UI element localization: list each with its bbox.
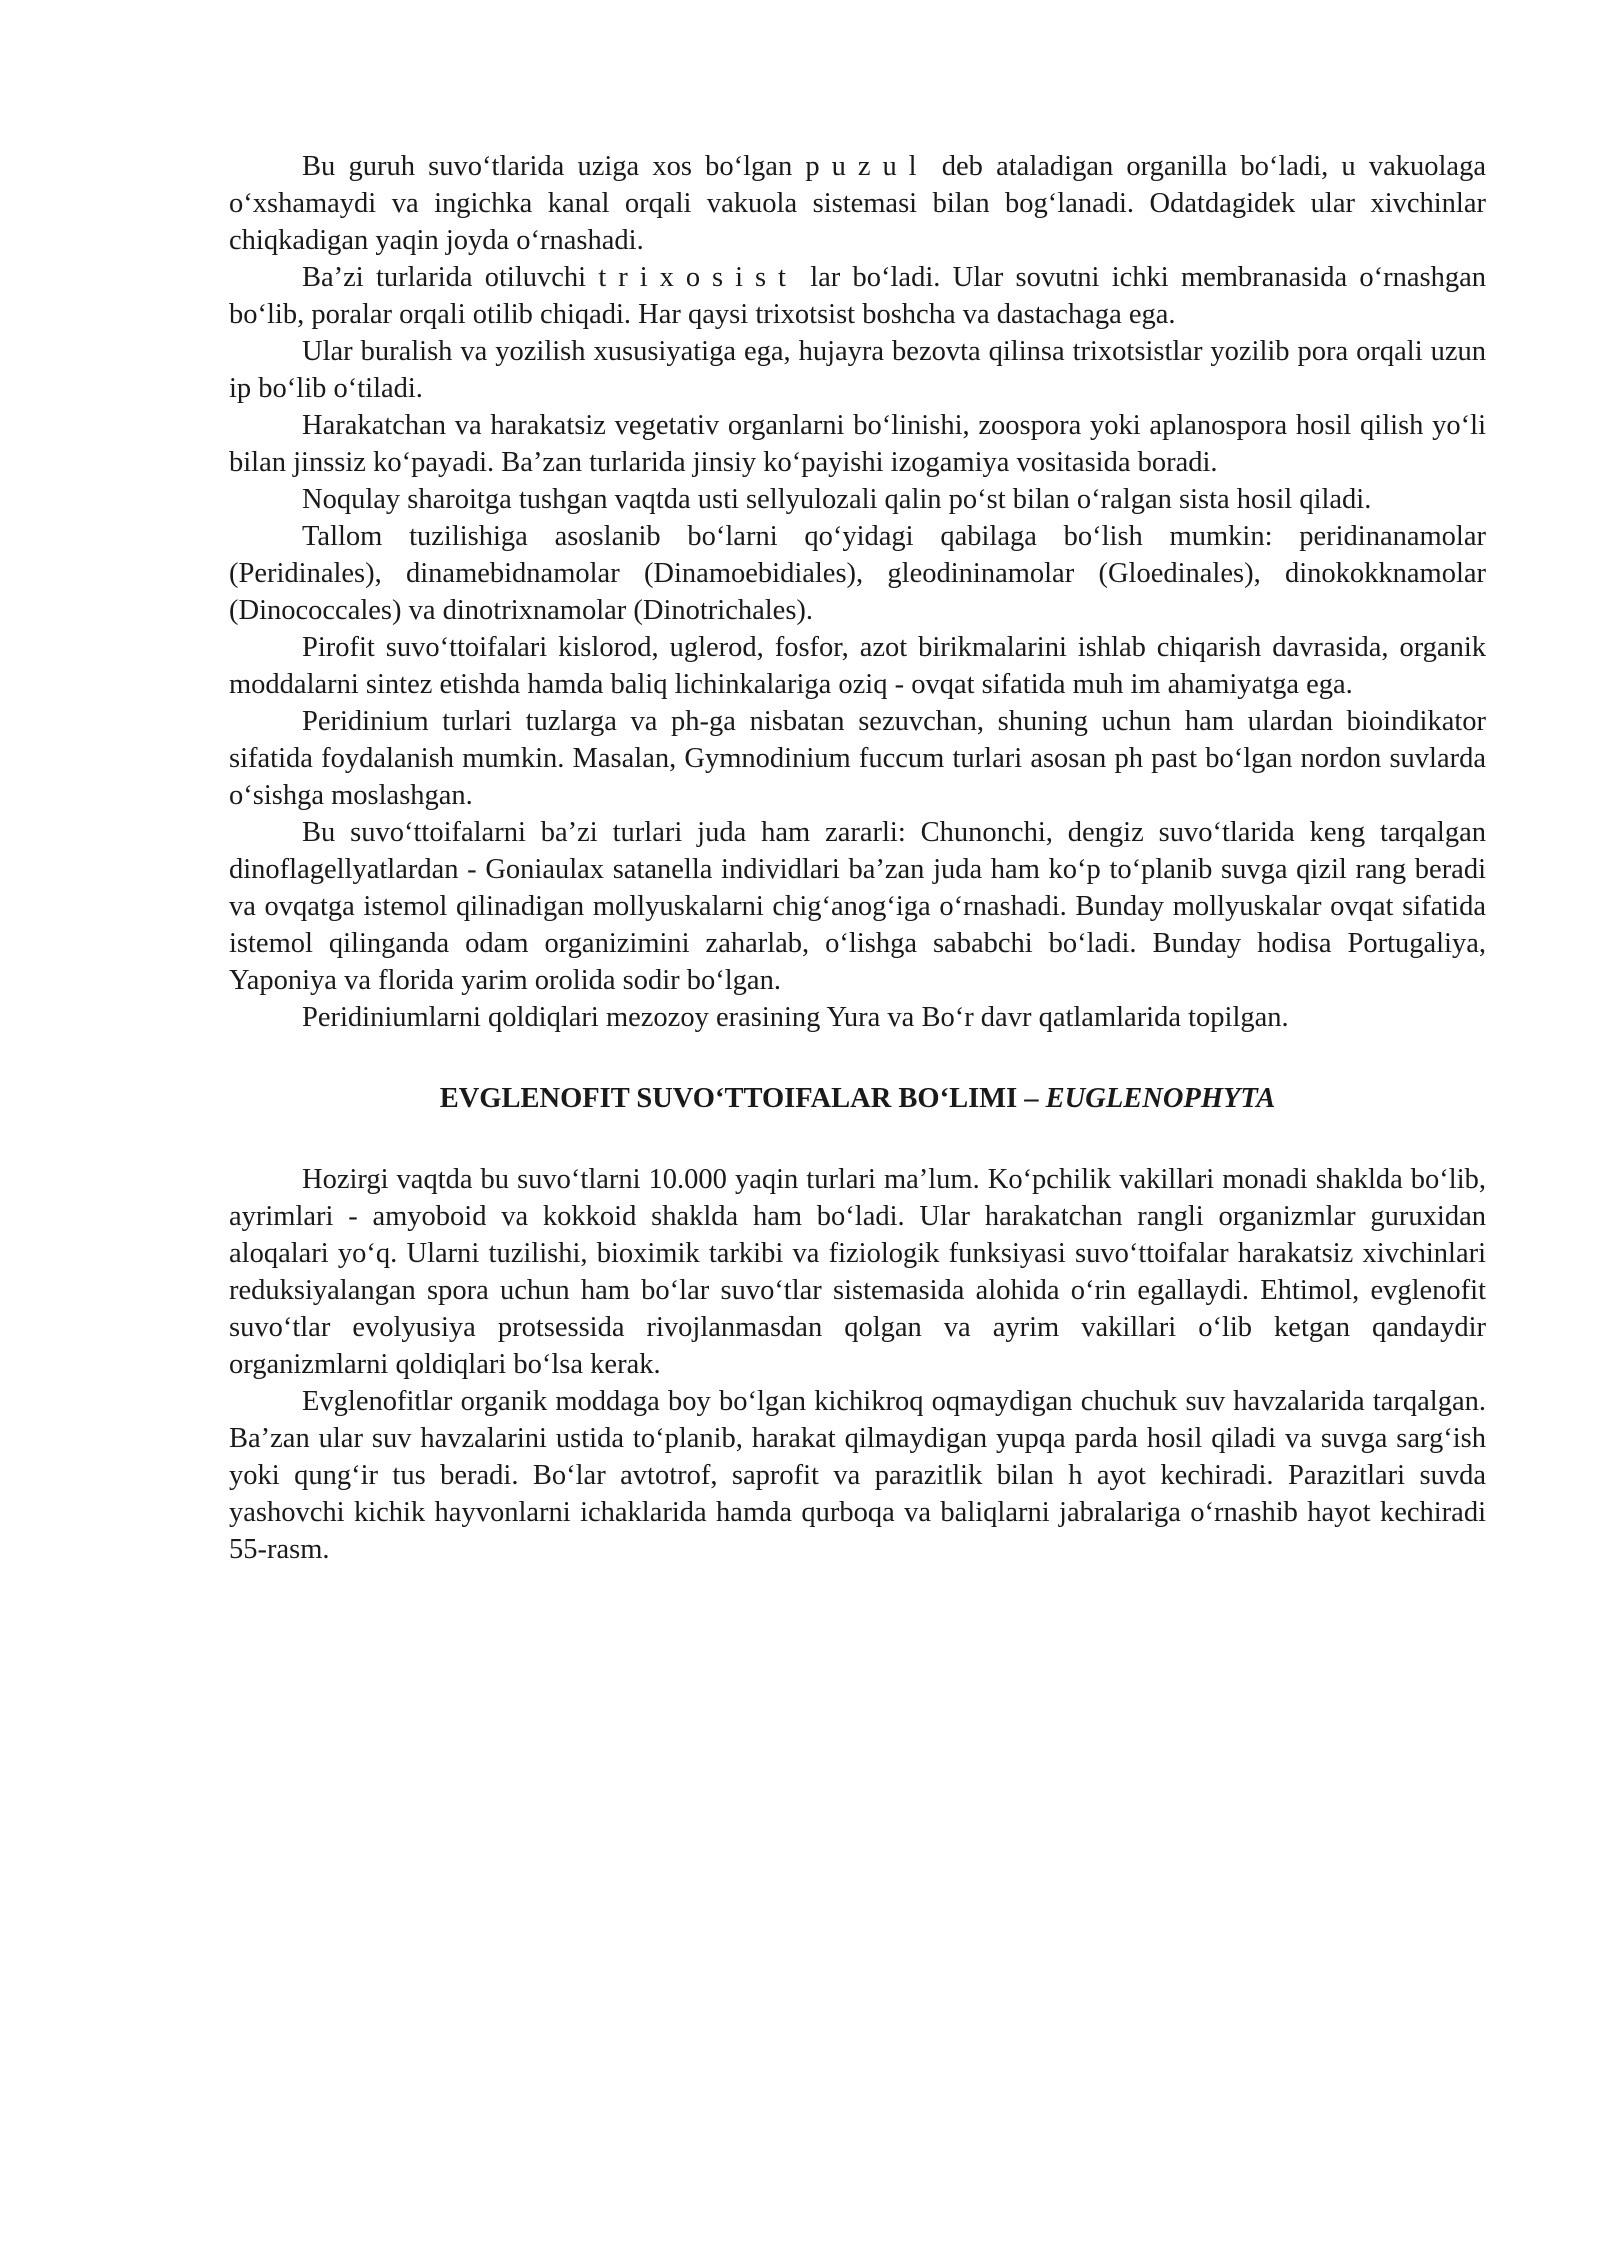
- section-heading: [229, 1080, 1486, 1117]
- paragraph-text-end: deb ataladigan organilla bo‘ladi, u vakuolaga o‘xshamaydi va ingichka kanal orqali vakuola sistemasi bilan bog‘lanadi. Odatdagidek ular xivchinlar chiqkadigan yaqin joyda o‘rnashadi.: [229, 151, 1486, 256]
- paragraph: [229, 259, 1486, 333]
- paragraph: Peridinium turlari tuzlarga va ph-ga nisbatan sezuvchan, shuning uchun ham ulardan bioindikator sifatida foydalanish mumkin. Masalan, Gymnodinium fuccum turlari asosan ph past bo‘lgan nordon suvlarda o‘sishga moslashgan.: [229, 706, 1486, 811]
- section-heading-title: EVGLENOFIT SUVO‘TTOIFALAR BO‘LIMI –: [439, 1083, 1046, 1114]
- spaced-term: puzul: [805, 151, 929, 182]
- paragraph: Bu suvo‘ttoifalarni ba’zi turlari juda ham zararli: Chunonchi, dengiz suvo‘tlarida keng tarqalgan dinoflagellyatlardan - Goniaulax satanella individlari ba’zan juda ham ko‘p to‘planib suvga qizil rang beradi va ovqatga istemol qilinadigan mollyuskalarni chig‘anog‘iga o‘rnashadi. Bunday mollyuskalar ovqat sifatida istemol qilinganda odam organizimini zaharlab, o‘lishga sababchi bo‘ladi. Bunday hodisa Portugaliya, Yaponiya va florida yarim orolida sodir bo‘lgan.: [229, 817, 1486, 996]
- document-page: [229, 148, 1486, 1568]
- paragraph: [229, 148, 1486, 259]
- paragraph-text-start: Bu guruh suvo‘tlarida uziga xos bo‘lgan: [302, 151, 806, 182]
- paragraph: Ular buralish va yozilish xususiyatiga ega, hujayra bezovta qilinsa trixotsistlar yozilib pora orqali uzun ip bo‘lib o‘tiladi.: [229, 336, 1486, 404]
- section-heading-latin-name: EUGLENOPHYTA: [1045, 1083, 1276, 1114]
- paragraph: Harakatchan va harakatsiz vegetativ organlarni bo‘linishi, zoospora yoki aplanospora hosil qilish yo‘li bilan jinssiz ko‘payadi. Ba’zan turlarida jinsiy ko‘payishi izogamiya vositasida boradi.: [229, 410, 1486, 478]
- paragraph-text-end: lar bo‘ladi. Ular sovutni ichki membranasida o‘rnashgan bo‘lib, poralar orqali otilib chiqadi. Har qaysi trixotsist boshcha va dastachaga ega.: [229, 262, 1487, 330]
- paragraph: Pirofit suvo‘ttoifalari kislorod, uglerod, fosfor, azot birikmalarini ishlab chiqarish davrasida, organik moddalarni sintez etishda hamda baliq lichinkalariga oziq - ovqat sifatida muh im ahamiyatga ega.: [229, 632, 1486, 700]
- paragraph: Noqulay sharoitga tushgan vaqtda usti sellyulozali qalin po‘st bilan o‘ralgan sista hosil qiladi.: [302, 484, 1372, 515]
- paragraph: Tallom tuzilishiga asoslanib bo‘larni qo‘yidagi qabilaga bo‘lish mumkin: peridinanamolar (Peridinales), dinamebidnamolar (Dinamoebidiales), gleodininamolar (Gloedinales), dinokokknamolar (Dinococcales) va dinotrixnamolar (Dinotrichales).: [229, 521, 1486, 626]
- paragraph-text-start: Ba’zi turlarida otiluvchi: [302, 262, 599, 293]
- paragraph: Evglenofitlar organik moddaga boy bo‘lgan kichikroq oqmaydigan chuchuk suv havzalarida tarqalgan. Ba’zan ular suv havzalarini ustida to‘planib, harakat qilmaydigan yupqa parda hosil qiladi va suvga sarg‘ish yoki qung‘ir tus beradi. Bo‘lar avtotrof, saprofit va parazitlik bilan h ayot kechiradi. Parazitlari suvda yashovchi kichik hayvonlarni ichaklarida hamda qurboqa va baliqlarni jabralariga o‘rnashib hayot kechiradi 55-rasm.: [229, 1386, 1486, 1565]
- paragraph: Peridiniumlarni qoldiqlari mezozoy erasining Yura va Bo‘r davr qatlamlarida topilgan.: [302, 1002, 1289, 1033]
- paragraph: Hozirgi vaqtda bu suvo‘tlarni 10.000 yaqin turlari ma’lum. Ko‘pchilik vakillari monadi shaklda bo‘lib, ayrimlari - amyoboid va kokkoid shaklda ham bo‘ladi. Ular harakatchan rangli organizmlar guruxidan aloqalari yo‘q. Ularni tuzilishi, bioximik tarkibi va fiziologik funksiyasi suvo‘ttoifalar harakatsiz xivchinlari reduksiyalangan spora uchun ham bo‘lar suvo‘tlar sistemasida alohida o‘rin egallaydi. Ehtimol, evglenofit suvo‘tlar evolyusiya protsessida rivojlanmasdan qolgan va ayrim vakillari o‘lib ketgan qandaydir organizmlarni qoldiqlari bo‘lsa kerak.: [229, 1164, 1486, 1380]
- spaced-term: trixosist: [598, 262, 798, 293]
